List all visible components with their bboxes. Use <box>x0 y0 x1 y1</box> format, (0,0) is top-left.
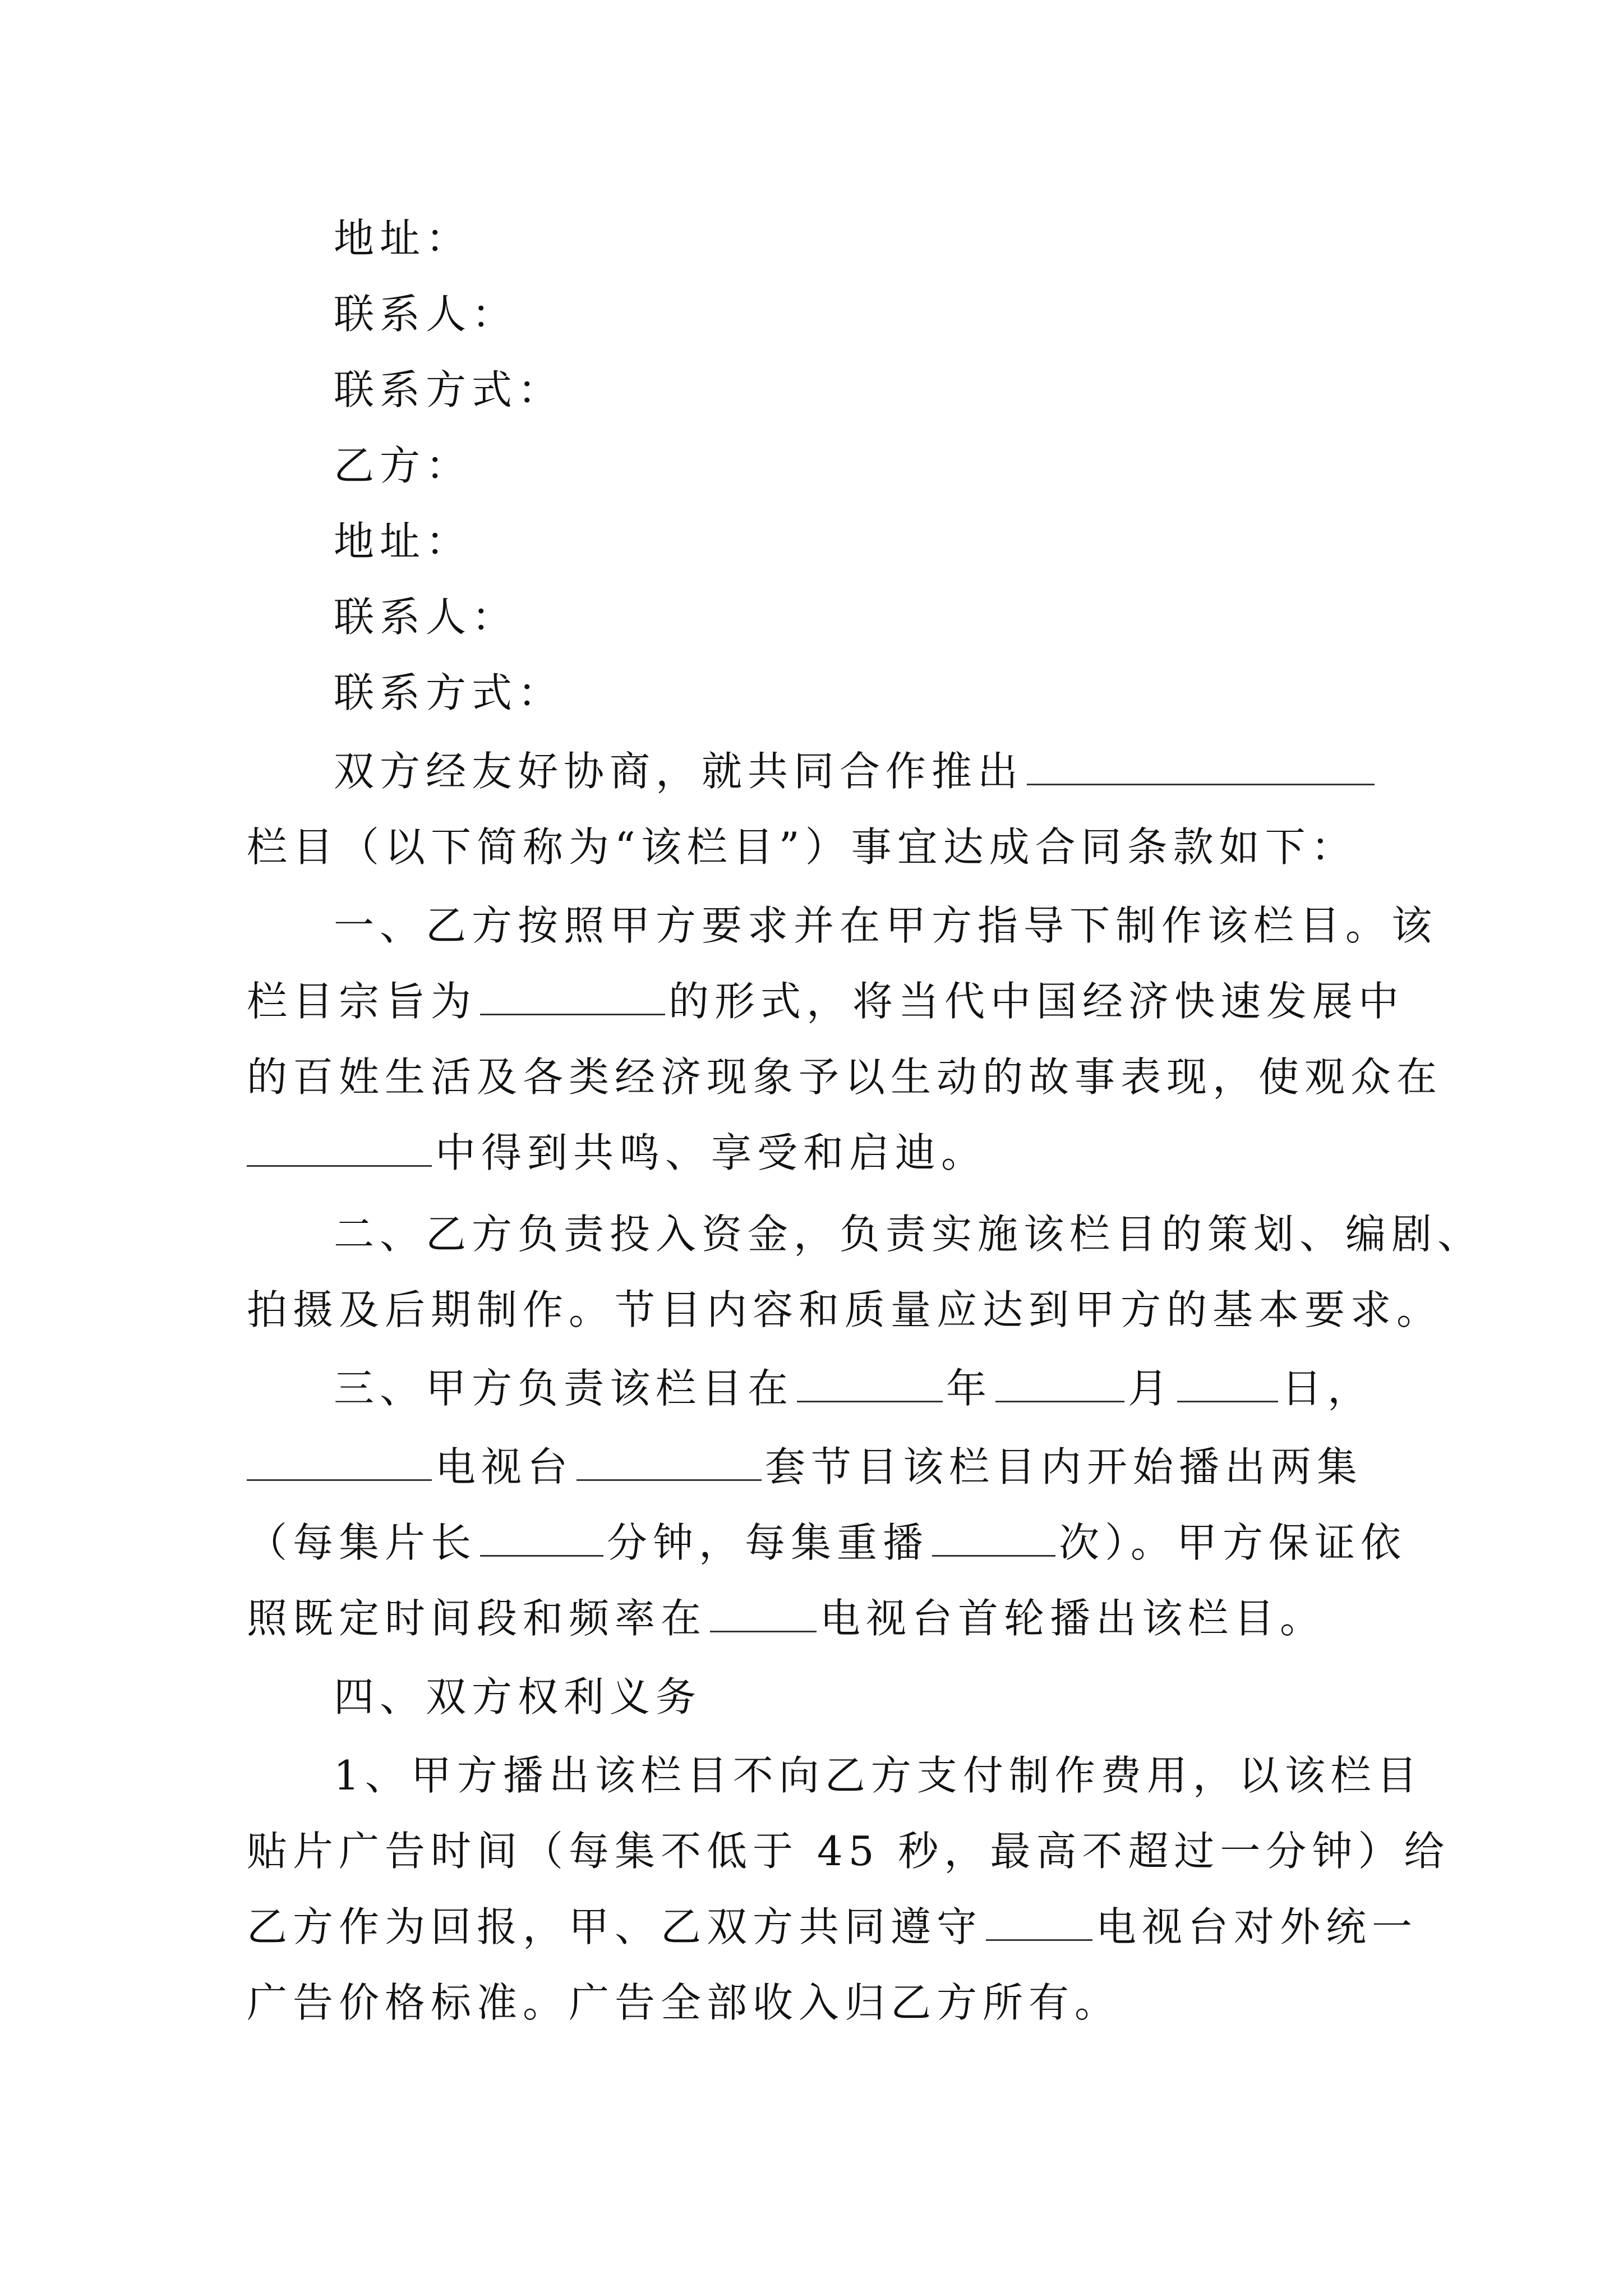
clause-3-line-4a-text: 照既定时间段和频率在 <box>247 1595 707 1642</box>
clause-3-line-4b-text: 电视台首轮播出该栏目。 <box>820 1595 1326 1642</box>
clause-1-line-2b-text: 的形式，将当代中国经济快速发展中 <box>668 978 1405 1025</box>
party-b-label <box>247 435 1467 496</box>
day-label: 日， <box>1281 1365 1374 1412</box>
clause-4-heading-text: 四、双方权利义务 <box>334 1673 702 1720</box>
year-blank <box>797 1366 943 1402</box>
clause-4-item-1-line-3b-text: 电视台对外统一 <box>1096 1903 1418 1950</box>
clause-3-line-1a-text: 三、甲方负责该栏目在 <box>334 1365 794 1412</box>
clause-3-line-3c-text: 次）。甲方保证依 <box>1059 1519 1407 1566</box>
clause-1-line-1 <box>247 895 1467 956</box>
clause-1-line-1-text: 一、乙方按照甲方要求并在甲方指导下制作该栏目。该 <box>334 902 1438 949</box>
clause-1-line-3-text: 的百姓生活及各类经济现象予以生动的故事表现，使观众在 <box>247 1053 1443 1101</box>
clause-4-item-1-line-2 <box>247 1820 1450 1882</box>
party-b-contact-person-label <box>247 586 1467 648</box>
program-name-blank <box>1027 749 1375 785</box>
channel-blank <box>577 1444 762 1481</box>
party-b-contact-info-label <box>247 662 1467 724</box>
clause-2-line-1-text: 二、乙方负责投入资金，负责实施该栏目的策划、编剧、 <box>334 1211 1484 1258</box>
clause-3-line-2 <box>247 1436 1380 1498</box>
clause-1-line-4-text: 中得到共鸣、享受和启迪。 <box>435 1129 988 1176</box>
year-label: 年 <box>946 1365 993 1412</box>
clause-4-item-1-line-2-text: 贴片广告时间（每集不低于 45 秒，最高不超过一分钟）给 <box>247 1828 1450 1875</box>
clause-3-line-2c-text: 套节目该栏目内开始播出两集 <box>765 1443 1363 1490</box>
party-b-address-text: 地址： <box>334 518 472 565</box>
day-blank <box>1177 1366 1278 1402</box>
clause-4-item-1-line-4-text: 广告价格标准。广告全部收入归乙方所有。 <box>247 1979 1121 2026</box>
party-a-contact-person-text: 联系人： <box>334 291 518 338</box>
clause-4-heading <box>247 1666 1467 1728</box>
clause-4-item-1-line-1-text: 1、甲方播出该栏目不向乙方支付制作费用，以该栏目 <box>334 1752 1423 1799</box>
clause-2-line-2 <box>247 1279 1443 1341</box>
intro-line-1 <box>247 740 1467 802</box>
clause-2-line-2-text: 拍摄及后期制作。节目内容和质量应达到甲方的基本要求。 <box>247 1286 1443 1333</box>
clause-4-item-1-line-3 <box>247 1896 1418 1958</box>
party-b-address-label <box>247 510 1467 572</box>
party-b-contact-info-text: 联系方式： <box>334 669 564 716</box>
tv-station-blank <box>247 1444 432 1481</box>
intro-line-1-text: 双方经友好协商，就共同合作推出 <box>334 748 1024 795</box>
rerun-count-blank <box>932 1520 1055 1557</box>
clause-4-item-1-line-4 <box>247 1972 1380 2033</box>
intro-line-2-text: 栏目（以下简称为“该栏目”）事宜达成合同条款如下： <box>247 823 1357 871</box>
audience-context-blank <box>247 1130 432 1167</box>
clause-4-item-1-line-1 <box>247 1745 1467 1806</box>
program-purpose-blank <box>480 979 665 1015</box>
clause-3-line-3a-text: （每集片长 <box>247 1519 477 1566</box>
tv-station-label: 电视台 <box>435 1443 574 1490</box>
clause-3-line-3b-text: 分钟，每集重播 <box>607 1519 929 1566</box>
intro-line-2 <box>247 816 1380 878</box>
premiere-station-blank <box>710 1596 817 1632</box>
clause-1-line-2a-text: 栏目宗旨为 <box>247 978 477 1025</box>
clause-2-line-1 <box>247 1203 1484 1265</box>
party-b-text: 乙方： <box>334 442 472 489</box>
party-a-address-label <box>247 208 1467 269</box>
clause-3-line-4 <box>247 1588 1380 1649</box>
episode-length-blank <box>480 1520 603 1557</box>
clause-3-line-3 <box>247 1512 1407 1573</box>
party-b-contact-person-text: 联系人： <box>334 593 518 641</box>
ad-standard-station-blank <box>986 1904 1092 1941</box>
month-blank <box>995 1366 1124 1402</box>
clause-3-line-1 <box>247 1358 1467 1419</box>
clause-1-line-4 <box>247 1122 1380 1184</box>
party-a-address-text: 地址： <box>334 215 472 262</box>
month-label: 月 <box>1128 1365 1174 1412</box>
clause-4-item-1-line-3a-text: 乙方作为回报，甲、乙双方共同遵守 <box>247 1903 983 1950</box>
party-a-contact-info-label <box>247 359 1467 421</box>
clause-1-line-3 <box>247 1046 1443 1108</box>
clause-1-line-2 <box>247 970 1405 1032</box>
party-a-contact-person-label <box>247 283 1467 345</box>
party-a-contact-info-text: 联系方式： <box>334 366 564 413</box>
